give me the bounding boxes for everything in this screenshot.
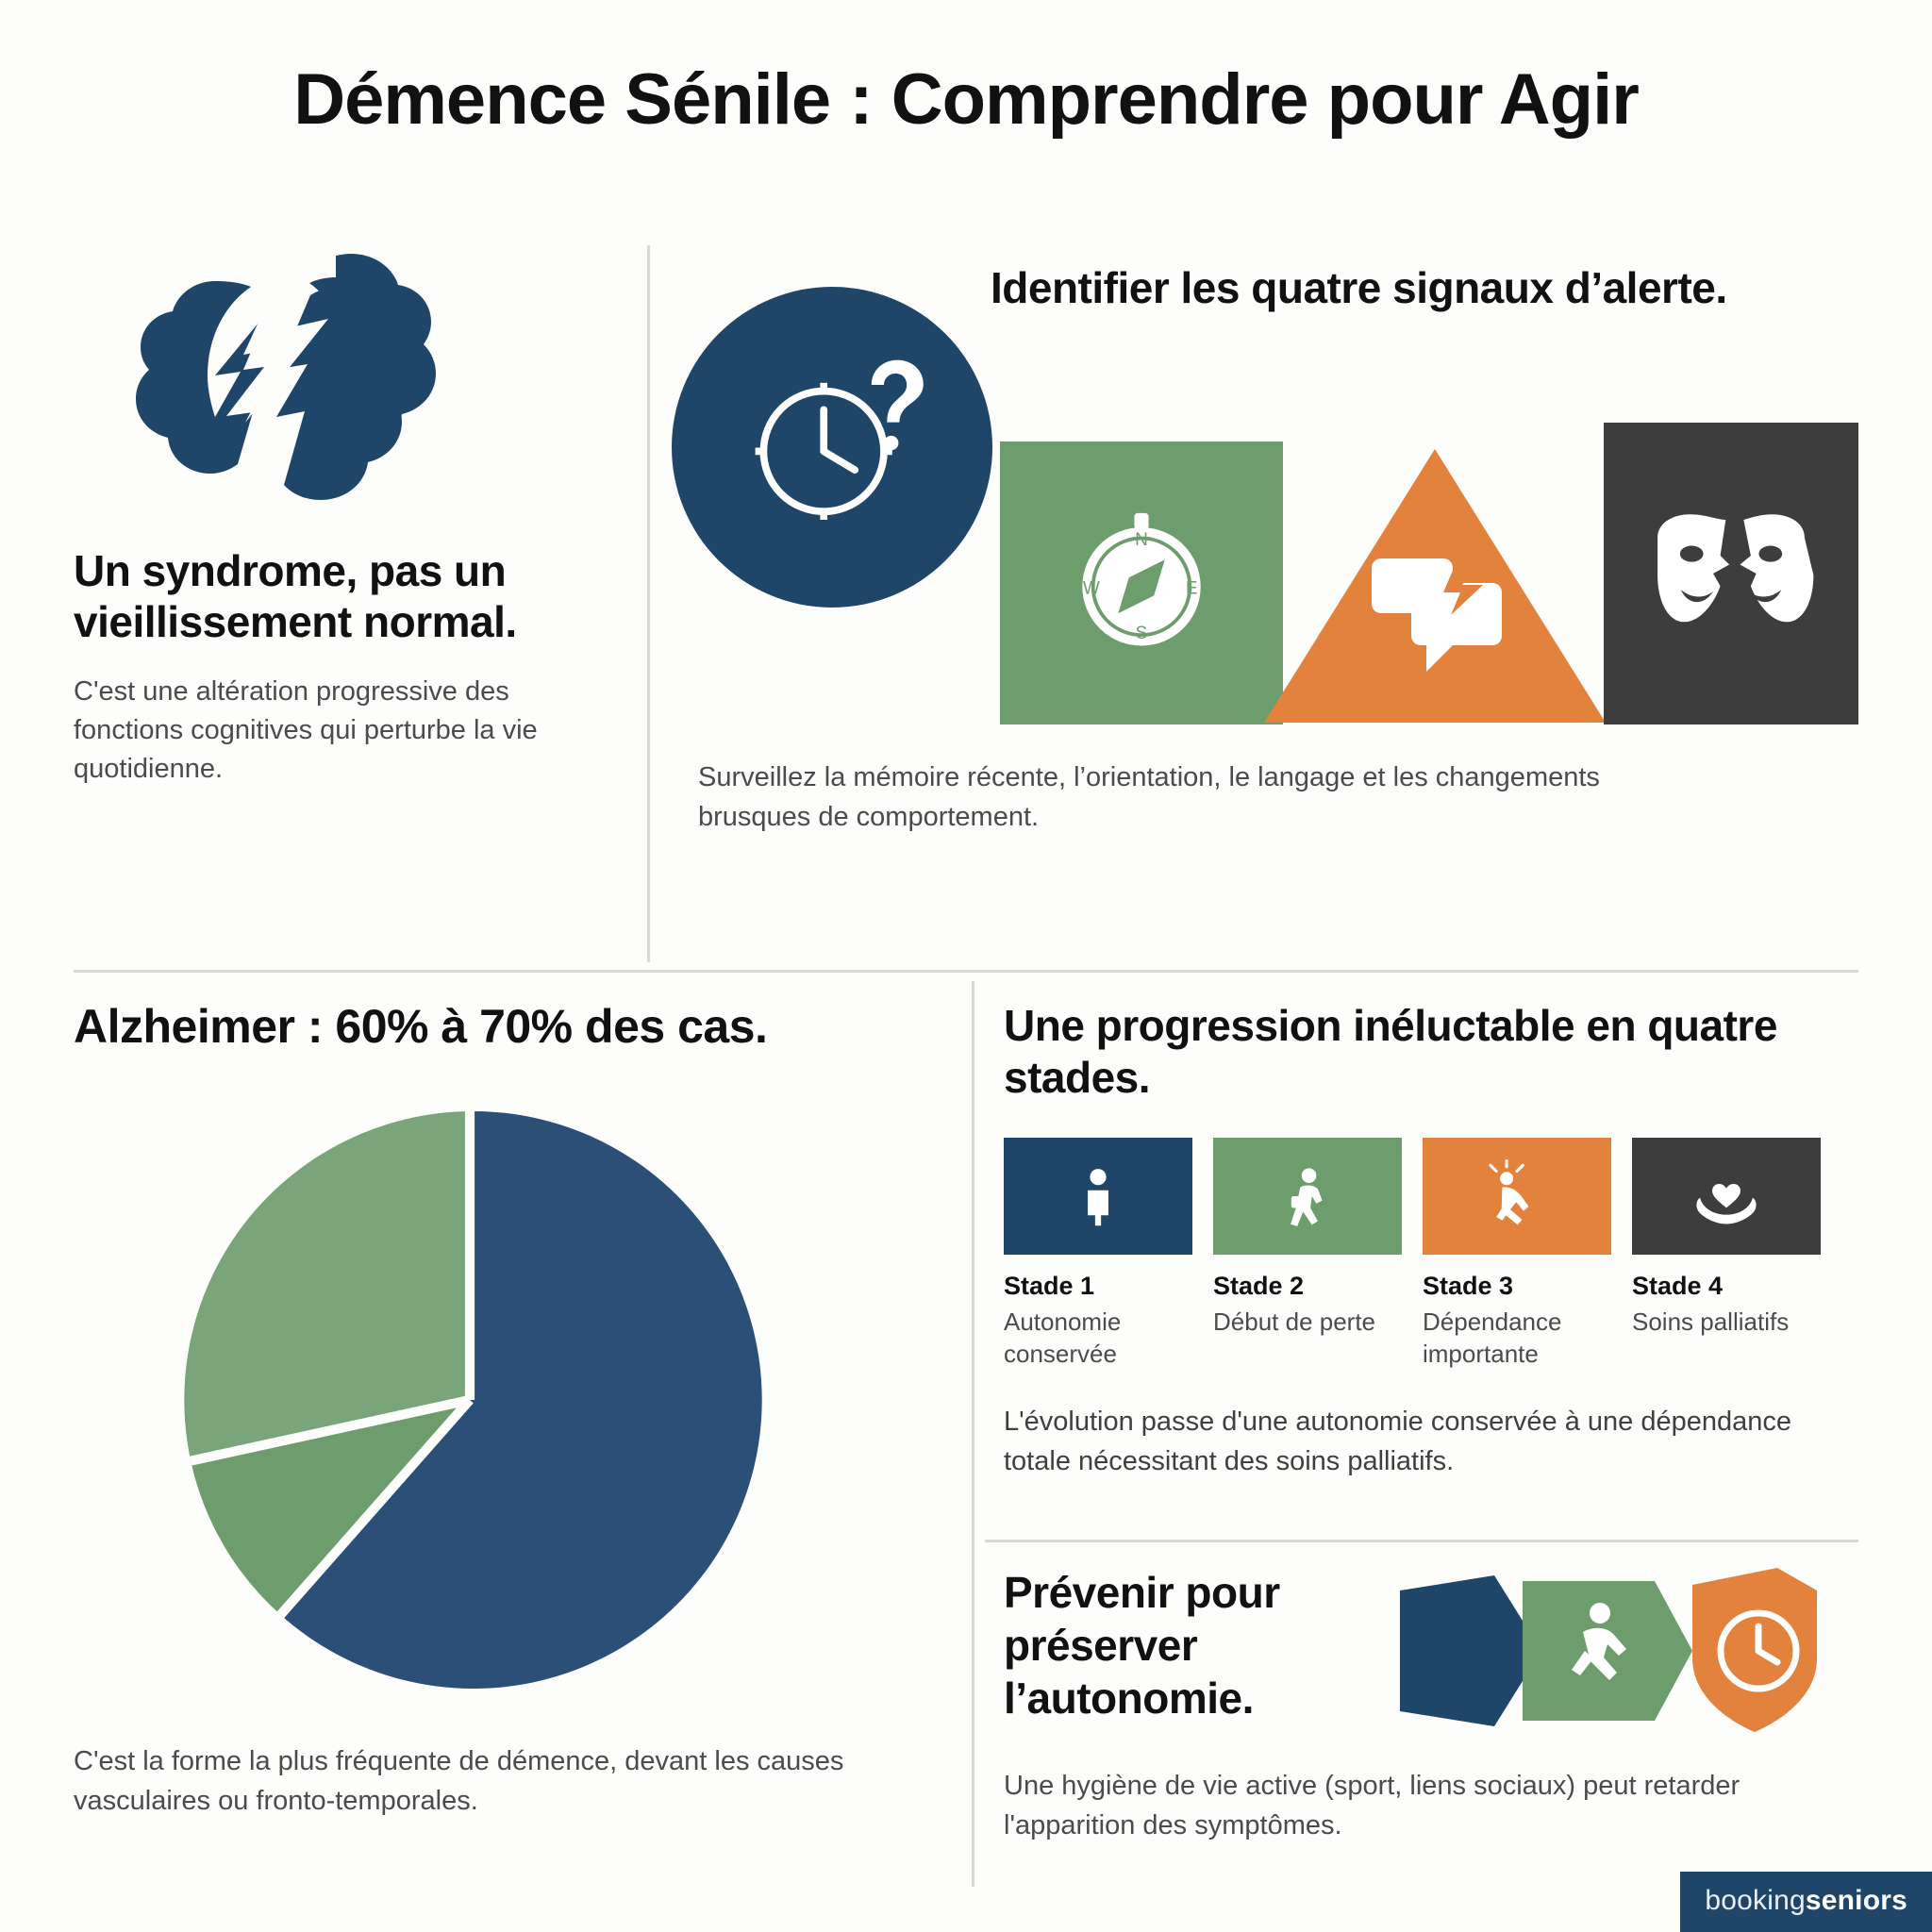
panel-stages-heading: Une progression inéluctable en quatre stades. bbox=[1004, 1001, 1777, 1103]
stage-4-desc: Soins palliatifs bbox=[1632, 1307, 1790, 1337]
watermark bbox=[1680, 1872, 1932, 1932]
stage-item-4 bbox=[1632, 1138, 1821, 1370]
clock-question-icon bbox=[672, 287, 992, 608]
person-walking-icon bbox=[1213, 1138, 1402, 1255]
divider-vertical-top bbox=[647, 245, 650, 962]
panel-stages bbox=[1004, 1000, 1853, 1481]
panel-alzheimer-heading: Alzheimer : 60% à 70% des cas. bbox=[74, 1000, 768, 1053]
pie-chart bbox=[149, 1079, 791, 1721]
svg-text:S: S bbox=[1135, 623, 1148, 643]
stage-item-3 bbox=[1423, 1138, 1611, 1370]
person-standing-icon bbox=[1004, 1138, 1192, 1255]
stage-1-desc: Autonomie conservée bbox=[1004, 1307, 1122, 1368]
panel-syndrome bbox=[74, 243, 621, 789]
divider-vertical-bottom bbox=[972, 981, 974, 1887]
panel-alzheimer bbox=[74, 1000, 941, 1821]
signal-tiles bbox=[1000, 441, 1858, 724]
compass-icon bbox=[1000, 441, 1283, 724]
running-person-shape bbox=[1523, 1581, 1692, 1721]
watermark-part1: booking bbox=[1705, 1885, 1806, 1916]
page-title: Démence Sénile : Comprendre pour Agir bbox=[293, 59, 1639, 140]
brain-lightning-icon bbox=[102, 243, 479, 526]
stage-2-desc: Début de perte bbox=[1213, 1307, 1376, 1337]
stage-item-1 bbox=[1004, 1138, 1192, 1370]
speech-bubbles-icon bbox=[1260, 441, 1609, 724]
stage-item-2 bbox=[1213, 1138, 1402, 1370]
panel-syndrome-caption: C'est une altération progressive des fonctions cognitives qui perturbe la vie quotidienne. bbox=[74, 675, 538, 784]
stage-1-name: Stade 1 bbox=[1004, 1272, 1095, 1301]
person-falling-icon bbox=[1423, 1138, 1611, 1255]
panel-prevention-heading: Prévenir pour préserver l’autonomie. bbox=[1004, 1568, 1280, 1724]
stage-3-desc: Dépendance importante bbox=[1423, 1307, 1562, 1368]
svg-text:E: E bbox=[1185, 578, 1198, 599]
heart-in-hands-icon bbox=[1632, 1138, 1821, 1255]
divider-horizontal-right bbox=[985, 1540, 1858, 1542]
divider-horizontal-main bbox=[74, 970, 1858, 973]
watermark-part2: seniors bbox=[1805, 1885, 1907, 1916]
panel-signals-heading: Identifier les quatre signaux d’alerte. bbox=[991, 263, 1727, 312]
stage-4-name: Stade 4 bbox=[1632, 1272, 1724, 1301]
prevention-icon-group bbox=[1381, 1557, 1853, 1745]
panel-prevention-caption: Une hygiène de vie active (sport, liens sociaux) peut retarder l'apparition des symptômes. bbox=[1004, 1771, 1740, 1841]
stage-3-name: Stade 3 bbox=[1423, 1272, 1514, 1301]
broken-mask-icon bbox=[1604, 423, 1858, 724]
panel-alzheimer-caption: C'est la forme la plus fréquente de démence, devant les causes vasculaires ou fronto-temporales. bbox=[74, 1745, 844, 1816]
panel-stages-caption: L'évolution passe d'une autonomie conservée à une dépendance totale nécessitant des soins palliatifs. bbox=[1004, 1406, 1791, 1476]
hexagon-navy-icon bbox=[1400, 1575, 1541, 1726]
panel-syndrome-heading: Un syndrome, pas un vieillissement normal. bbox=[74, 546, 517, 647]
stage-list bbox=[1004, 1138, 1853, 1370]
panel-signals-caption: Surveillez la mémoire récente, l’orientation, le langage et les changements brusques de comportement. bbox=[698, 762, 1600, 833]
svg-text:W: W bbox=[1082, 578, 1100, 599]
svg-text:N: N bbox=[1135, 530, 1148, 551]
stage-2-name: Stade 2 bbox=[1213, 1272, 1305, 1301]
